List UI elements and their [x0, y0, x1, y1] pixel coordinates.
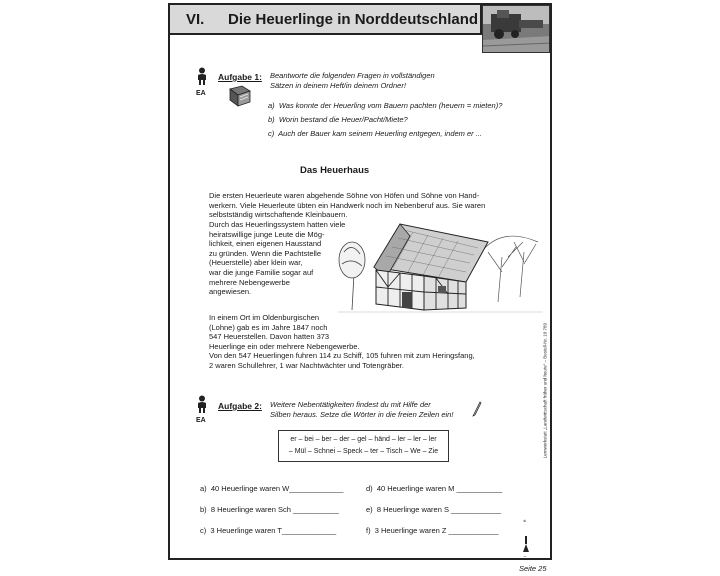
answer-item-b: b) 8 Heuerlinge waren Sch ___________	[200, 505, 339, 514]
person-icon	[196, 395, 208, 413]
publisher-logo	[520, 522, 532, 556]
intro-paragraph: Die ersten Heuerleute waren abgehende Söhne von Höfen und Söhne von Hand- werkern. Viele Heuerleute übten ein Handwerk noch im Nebenberuf aus. Sie waren selbstständig wirtschaftende Kleinbauern.	[209, 191, 486, 220]
answer-item-e: e) 8 Heuerlinge waren S ____________	[366, 505, 502, 514]
chapter-number: VI.	[186, 11, 205, 28]
syllables-line: – Mül – Schnei – Speck – ter – Tisch – We – Zie	[288, 448, 439, 455]
page-number: Seite 25	[519, 564, 547, 573]
page-title: Die Heuerlinge in Norddeutschland	[228, 11, 479, 28]
worksheet-page	[168, 3, 552, 560]
ea-badge: EA	[196, 417, 206, 424]
question-b: b) Worin bestand die Heuer/Pacht/Miete?	[268, 115, 408, 124]
pencil-icon	[472, 401, 482, 417]
title-bar	[170, 5, 482, 35]
order-note: Lernwerkstatt „Landwirtschaft früher und heute“ – Bestell-Nr. 10 789	[542, 323, 547, 459]
answer-item-a: a) 40 Heuerlinge waren W_____________	[200, 484, 344, 493]
left-paragraph: Durch das Heuerlingssystem hatten viele heiratswillige junge Leute die Mög- lichkeit, einen eigenen Hausstand zu gründen. Wenn die Pachtstelle (Heuerstelle) aber klein war, war die junge Familie sogar auf mehrere Nebengewerbe angewiesen.	[209, 220, 346, 297]
answer-item-c: c) 3 Heuerlinge waren T_____________	[200, 526, 337, 535]
question-c: c) Auch der Bauer kam seinem Heuerling entgegen, indem er ...	[268, 129, 483, 138]
syllables-line: er – bei – ber – der – gel – händ – ler – ler – ler	[290, 436, 437, 443]
statistics-paragraph: In einem Ort im Oldenburgischen (Lohne) gab es im Jahre 1847 noch 547 Heuerstellen. Davon hatten 373 Heuerlinge ein oder mehrere Nebengewerbe. Von den 547 Heuerlingen fuhren 114 zu Schiff, 105 fuhren mit zum Heringsfang, 2 waren Schullehrer, 1 war Nachtwächter und Totengräber.	[209, 313, 475, 370]
person-icon	[196, 67, 208, 85]
harvester-photo	[482, 5, 550, 53]
answer-item-d: d) 40 Heuerlinge waren M ___________	[366, 484, 503, 493]
task2-instruction: Weitere Nebentätigkeiten findest du mit Hilfe der Silben heraus. Setze die Wörter in die freien Zeilen ein!	[270, 400, 454, 419]
task1-instruction: Beantworte die folgenden Fragen in vollständigen Sätzen in deinem Heft/in deinem Ordner!	[270, 71, 435, 90]
book-icon	[228, 85, 252, 107]
ea-badge: EA	[196, 90, 206, 97]
task2-label: Aufgabe 2:	[218, 401, 262, 411]
syllable-box	[278, 430, 449, 462]
answer-item-f: f) 3 Heuerlinge waren Z ____________	[366, 526, 499, 535]
question-a: a) Was konnte der Heuerling vom Bauern pachten (heuern = mieten)?	[268, 101, 503, 110]
section-heading: Das Heuerhaus	[300, 165, 370, 176]
task1-label: Aufgabe 1:	[218, 72, 262, 82]
farmhouse-illustration	[338, 212, 543, 317]
